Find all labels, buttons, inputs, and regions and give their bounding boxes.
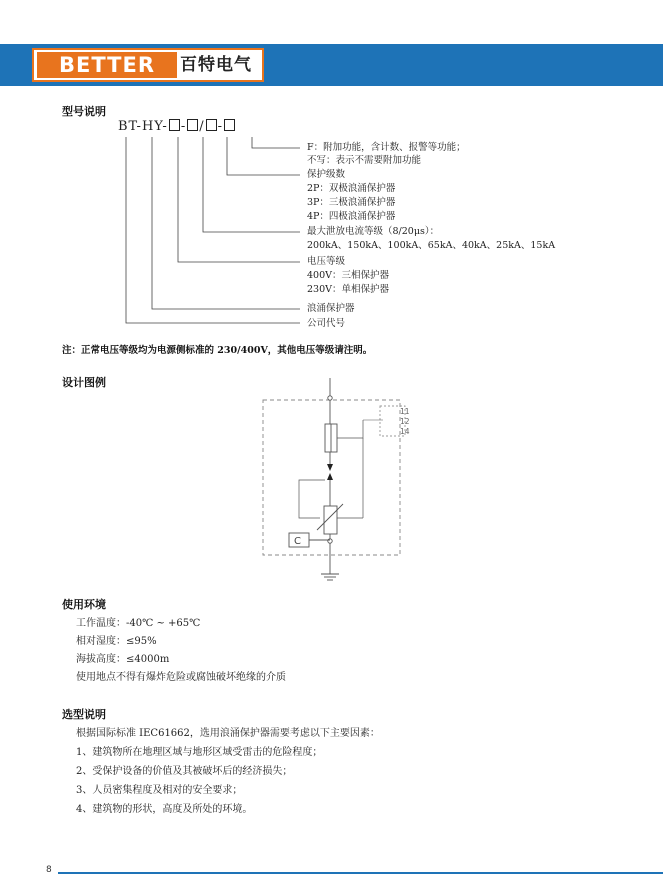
selection-item-3: 3、人员密集程度及相对的安全要求； [76, 785, 243, 796]
model-code-slash: / [199, 119, 205, 134]
logo-chinese-text: 百特电气 [180, 55, 252, 75]
page-number: 8 [46, 865, 52, 875]
counter-label: C [294, 536, 301, 547]
env-temperature: 工作温度：-40℃ ~ +65℃ [76, 618, 201, 629]
env-altitude: 海拔高度：≤4000m [76, 654, 170, 665]
footer-bar [58, 872, 663, 874]
selection-item-1: 1、建筑物所在地理区域与地形区域受雷击的危险程度； [76, 747, 323, 758]
desc-poles-3p: 3P：三极浪涌保护器 [307, 197, 396, 208]
environment-section-title: 使用环境 [62, 598, 106, 611]
desc-poles-4p: 4P：四极浪涌保护器 [307, 211, 396, 222]
design-section-title: 设计图例 [62, 376, 106, 389]
model-section-title: 型号说明 [62, 105, 106, 118]
terminal-label-14: 14 [400, 427, 410, 436]
desc-function-1: F：附加功能，含计数、报警等功能； [307, 142, 466, 153]
desc-voltage-400v: 400V：三相保护器 [307, 270, 389, 281]
terminal-label-11: 11 [400, 407, 410, 416]
desc-poles-2p: 2P：双极浪涌保护器 [307, 183, 396, 194]
voltage-note: 注：正常电压等级均为电源侧标准的 230/400V，其他电压等级请注明。 [62, 345, 373, 356]
model-code-dash: - [180, 119, 187, 134]
selection-item-4: 4、建筑物的形状，高度及所处的环境。 [76, 804, 253, 815]
desc-surge-protector: 浪涌保护器 [307, 303, 355, 314]
model-code-prefix: BT-HY- [118, 119, 168, 134]
selection-intro: 根据国际标准 IEC61662，选用浪涌保护器需要考虑以下主要因素： [76, 728, 380, 739]
desc-voltage-230v: 230V：单相保护器 [307, 284, 389, 295]
env-humidity: 相对湿度：≤95% [76, 636, 157, 647]
desc-current-values: 200kA、150kA、100kA、65kA、40kA、25kA、15kA [307, 240, 556, 251]
desc-poles-title: 保护级数 [307, 169, 346, 180]
desc-voltage-title: 电压等级 [307, 256, 346, 267]
model-code-dash: - [217, 119, 224, 134]
logo-english-text: BETTER [37, 52, 177, 78]
desc-company-code: 公司代号 [307, 318, 346, 329]
terminal-label-12: 12 [400, 417, 410, 426]
selection-item-2: 2、受保护设备的价值及其被破坏后的经济损失； [76, 766, 293, 777]
selection-section-title: 选型说明 [62, 708, 106, 721]
circuit-diagram [255, 378, 425, 588]
desc-function-2: 不写：表示不需要附加功能 [307, 155, 422, 166]
env-location: 使用地点不得有爆炸危险或腐蚀破坏绝缘的介质 [76, 672, 286, 683]
desc-current-title: 最大泄放电流等级（8/20μs）： [307, 226, 440, 237]
